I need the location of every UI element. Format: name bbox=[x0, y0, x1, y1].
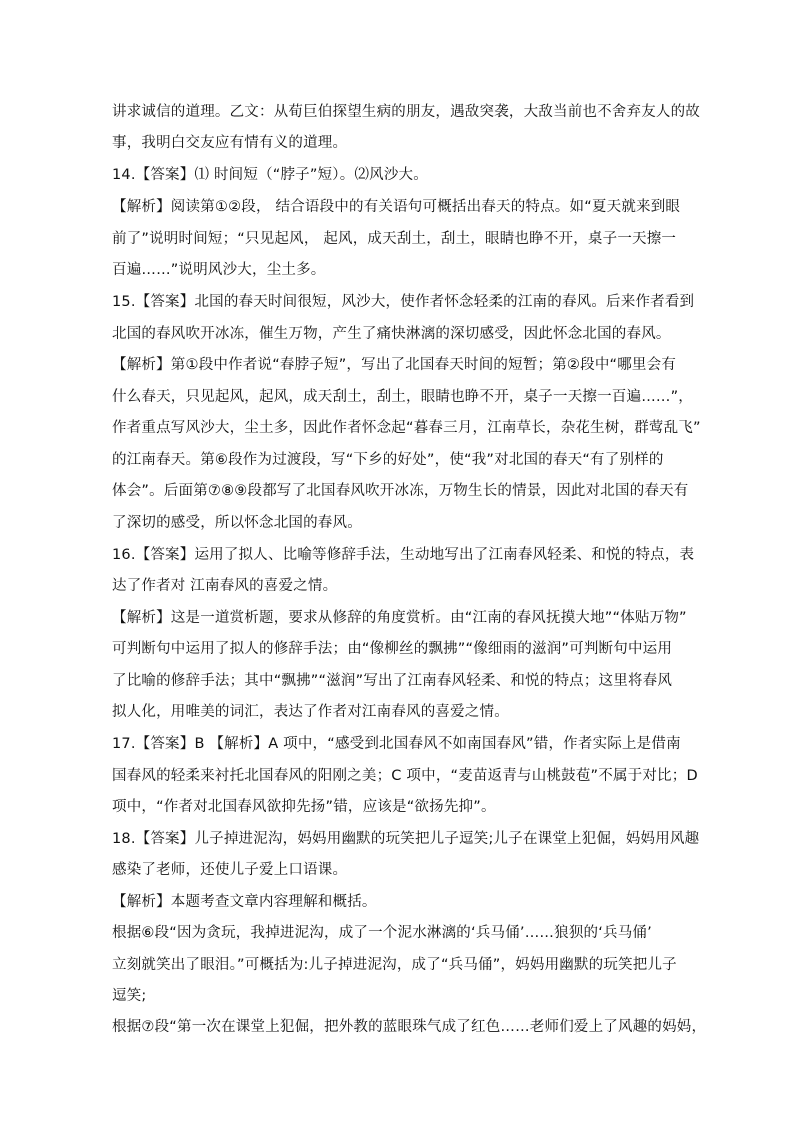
answer-14: 14.【答案】⑴ 时间短（“脖子”短）。⑵风沙大。 bbox=[112, 167, 428, 183]
text-line: 的江南春天。第⑥段作为过渡段，写“下乡的好处”，使“我”对北国的春天“有了别样的 bbox=[112, 452, 664, 468]
answer-18: 18.【答案】儿子掉进泥沟，妈妈用幽默的玩笑把儿子逗笑;儿子在课堂上犯倔，妈妈用风趣 bbox=[112, 831, 700, 847]
text-line: 百遍……”说明风沙大，尘土多。 bbox=[112, 262, 326, 278]
text-line: 事，我明白交友应有情有义的道理。 bbox=[112, 135, 348, 151]
answer-15: 15.【答案】北国的春天时间很短，风沙大，使作者怀念轻柔的江南的春风。后来作者看到 bbox=[112, 294, 695, 310]
text-line: 北国的春风吹开冰冻，催生万物，产生了痛快淋漓的深切感受，因此怀念北国的春风。 bbox=[112, 326, 671, 342]
text-line: 体会”。后面第⑦⑧⑨段都写了北国春风吹开冰冻，万物生长的情景，因此对北国的春天有 bbox=[112, 483, 689, 499]
text-line: 感染了老师，还使儿子爱上口语课。 bbox=[112, 862, 348, 878]
text-line: 根据⑦段“第一次在课堂上犯倔，把外教的蓝眼珠气成了红色……老师们爱上了风趣的妈妈， bbox=[112, 1019, 707, 1035]
analysis-18: 【解析】本题考查文章内容理解和概括。 bbox=[112, 894, 377, 910]
text-line: 什么春天，只见起风，起风，成天刮土，刮土，眼睛也睁不开，桌子一天擦一百遍……”， bbox=[112, 389, 694, 405]
text-line: 拟人化，用唯美的词汇，表达了作者对江南春风的喜爱之情。 bbox=[112, 704, 509, 720]
text-line: 作者重点写风沙大，尘土多，因此作者怀念起“暮春三月，江南草长，杂花生树，群莺乱飞” bbox=[112, 420, 701, 436]
analysis-14: 【解析】阅读第①②段， 结合语段中的有关语句可概括出春天的特点。如“夏天就来到眼 bbox=[112, 199, 681, 215]
text-line: 达了作者对 江南春风的喜爱之情。 bbox=[112, 578, 338, 594]
answer-17: 17.【答案】B 【解析】A 项中，“感受到北国春风不如南国春风”错，作者实际上是借南 bbox=[112, 736, 681, 752]
text-line: 讲求诚信的道理。乙文：从荀巨伯探望生病的朋友，遇敌突袭，大敌当前也不舍弃友人的故 bbox=[112, 104, 700, 120]
text-line: 可判断句中运用了拟人的修辞手法；由“像柳丝的飘拂”“像细雨的滋润”可判断句中运用 bbox=[112, 641, 673, 657]
answer-16: 16.【答案】运用了拟人、比喻等修辞手法，生动地写出了江南春风轻柔、和悦的特点，表 bbox=[112, 547, 695, 563]
text-line: 项中，“作者对北国春风欲抑先扬”错，应该是“欲扬先抑”。 bbox=[112, 799, 496, 815]
text-line: 了比喻的修辞手法；其中“飘拂”“滋润”写出了江南春风轻柔、和悦的特点；这里将春风 bbox=[112, 673, 673, 689]
text-line: 了深切的感受，所以怀念北国的春风。 bbox=[112, 515, 362, 531]
text-line: 立刻就笑出了眼泪。”可概括为:儿子掉进泥沟，成了“兵马俑”，妈妈用幽默的玩笑把儿子 bbox=[112, 957, 677, 973]
analysis-15: 【解析】第①段中作者说“春脖子短”，写出了北国春天时间的短暂；第②段中“哪里会有 bbox=[112, 357, 677, 373]
text-line: 国春风的轻柔来衬托北国春风的阳刚之美；C 项中，“麦苗返青与山桃鼓苞”不属于对比；D bbox=[112, 768, 698, 784]
text-line: 前了”说明时间短；“只见起风， 起风，成天刮土，刮土，眼睛也睁不开，桌子一天擦一 bbox=[112, 231, 677, 247]
text-line: 根据⑥段“因为贪玩，我掉进泥沟，成了一个泥水淋漓的‘兵马俑’……狼狈的‘兵马俑’ bbox=[112, 925, 652, 941]
analysis-16: 【解析】这是一道赏析题，要求从修辞的角度赏析。由“江南的春风抚摸大地”“体贴万物” bbox=[112, 610, 687, 626]
text-line: 逗笑; bbox=[112, 988, 147, 1004]
